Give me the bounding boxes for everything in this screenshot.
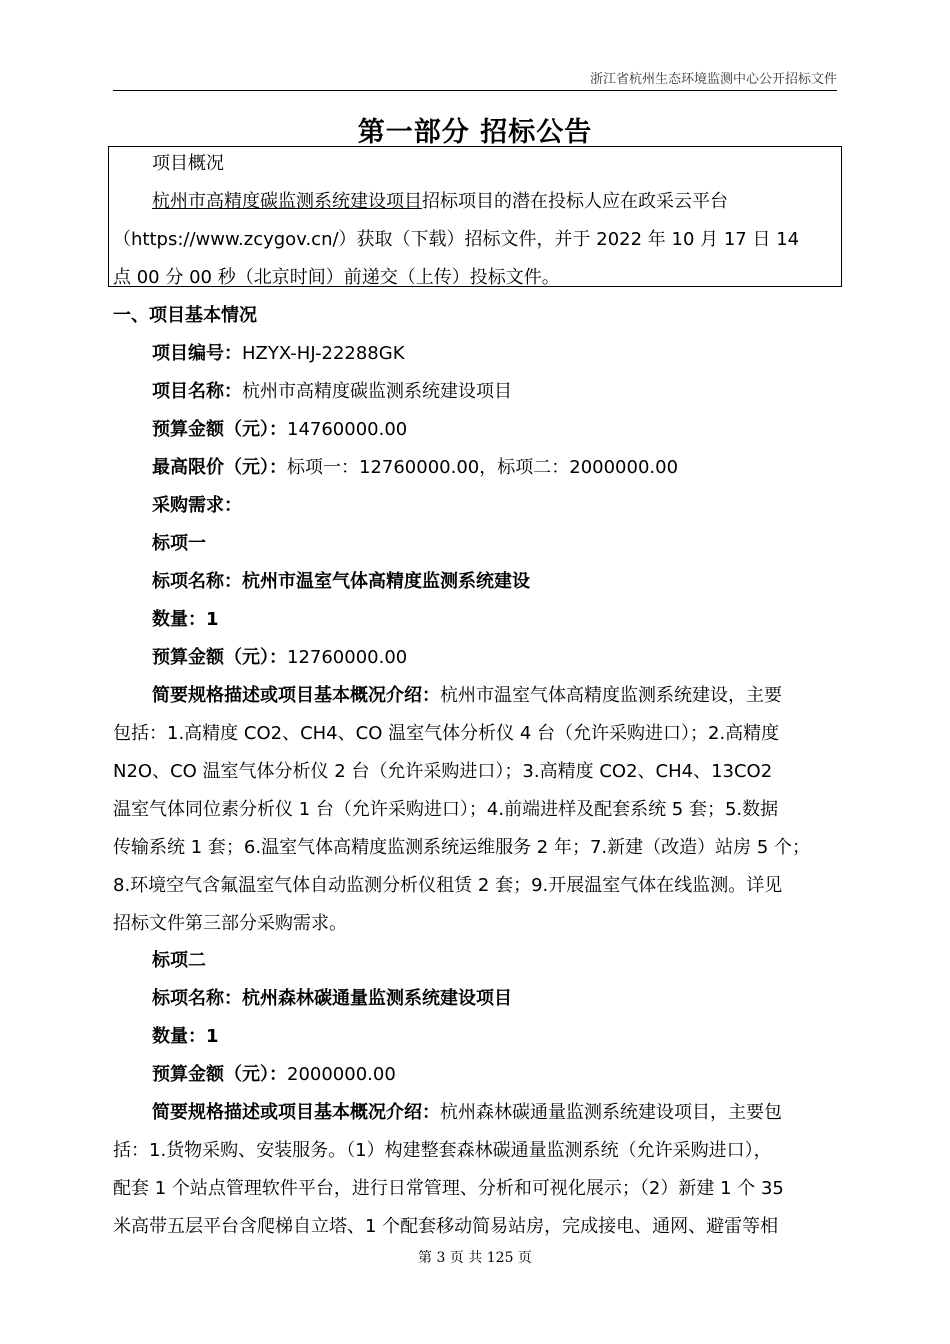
lot1-desc-label: 简要规格描述或项目基本概况介绍： [152,685,440,706]
lot2-qty-label: 数量： [152,1026,206,1047]
lot2-desc-label: 简要规格描述或项目基本概况介绍： [152,1102,440,1123]
project-link[interactable]: 杭州市高精度碳监测系统建设项目 [152,191,422,212]
project-name-label: 项目名称： [152,381,242,402]
lot1-desc-line: 8.环境空气含氟温室气体自动监测分析仪租赁 2 套；9.开展温室气体在线监测。详见 [113,875,783,896]
lot1-budget-row [152,648,407,668]
lot2-desc-first: 杭州森林碳通量监测系统建设项目，主要包 [440,1102,782,1123]
lot1-desc-line: N2O、CO 温室气体分析仪 2 台（允许采购进口）；3.高精度 CO2、CH4、13CO2 [113,761,773,782]
purchase-needs-label: 采购需求： [152,495,242,516]
lot2-qty-row [152,1027,219,1047]
page-footer: 第 3 页 共 125 页 [418,1250,532,1266]
lot1-heading: 标项一 [152,533,206,554]
overview-heading: 项目概况 [152,153,224,174]
overview-line-2: （https://www.zcygov.cn/）获取（下载）招标文件，并于 2022 年 10 月 17 日 14 [113,229,800,250]
lot2-name-value: 杭州森林碳通量监测系统建设项目 [242,988,512,1009]
page-title: 第一部分 招标公告 [357,117,593,148]
page-header [113,62,837,91]
overview-line-3: 点 00 分 00 秒（北京时间）前递交（上传）投标文件。 [113,267,560,288]
lot1-qty-value: 1 [206,609,219,630]
lot1-desc-line: 招标文件第三部分采购需求。 [113,913,347,934]
lot1-desc-line: 传输系统 1 套；6.温室气体高精度监测系统运维服务 2 年；7.新建（改造）站房 5 个； [113,837,811,858]
lot2-qty-value: 1 [206,1026,219,1047]
lot2-desc-line: 括：1.货物采购、安装服务。（1）构建整套森林碳通量监测系统（允许采购进口）， [113,1140,772,1161]
overview-line-1-rest: 招标项目的潜在投标人应在政采云平台 [422,191,728,212]
lot1-name-label: 标项名称： [152,571,242,592]
lot1-desc-row [152,686,782,706]
project-name-value: 杭州市高精度碳监测系统建设项目 [242,381,512,402]
section-heading: 一、项目基本情况 [113,305,257,326]
project-number-row [152,344,405,364]
lot2-desc-line: 配套 1 个站点管理软件平台，进行日常管理、分析和可视化展示；（2）新建 1 个 35 [113,1178,784,1199]
lot2-budget-value: 2000000.00 [287,1064,396,1085]
lot2-desc-line: 米高带五层平台含爬梯自立塔、1 个配套移动简易站房，完成接电、通网、避雷等相 [113,1216,779,1237]
lot1-name-value: 杭州市温室气体高精度监测系统建设 [242,571,530,592]
lot1-name-row [152,572,530,592]
budget-row [152,420,407,440]
lot2-desc-row [152,1103,782,1123]
project-number-value: HZYX-HJ-22288GK [242,343,405,364]
max-price-row [152,458,678,478]
lot2-budget-row [152,1065,396,1085]
header-text: 浙江省杭州生态环境监测中心公开招标文件 [589,72,837,87]
lot1-budget-value: 12760000.00 [287,647,408,668]
budget-label: 预算金额（元）： [152,419,287,440]
lot1-desc-first: 杭州市温室气体高精度监测系统建设，主要 [440,685,782,706]
budget-value: 14760000.00 [287,419,408,440]
lot1-qty-row [152,610,219,630]
lot1-budget-label: 预算金额（元）： [152,647,287,668]
lot2-name-row [152,989,512,1009]
lot2-name-label: 标项名称： [152,988,242,1009]
project-name-row [152,382,512,402]
project-number-label: 项目编号： [152,343,242,364]
max-price-label: 最高限价（元）： [152,457,287,478]
overview-line-1 [152,192,728,212]
lot1-desc-line: 温室气体同位素分析仪 1 台（允许采购进口）；4.前端进样及配套系统 5 套；5.数据 [113,799,779,820]
lot2-budget-label: 预算金额（元）： [152,1064,287,1085]
overview-box [108,146,842,287]
max-price-value: 标项一：12760000.00，标项二：2000000.00 [287,457,679,478]
lot1-qty-label: 数量： [152,609,206,630]
lot2-heading: 标项二 [152,950,206,971]
lot1-desc-line: 包括：1.高精度 CO2、CH4、CO 温室气体分析仪 4 台（允许采购进口）；2.高精度 [113,723,780,744]
